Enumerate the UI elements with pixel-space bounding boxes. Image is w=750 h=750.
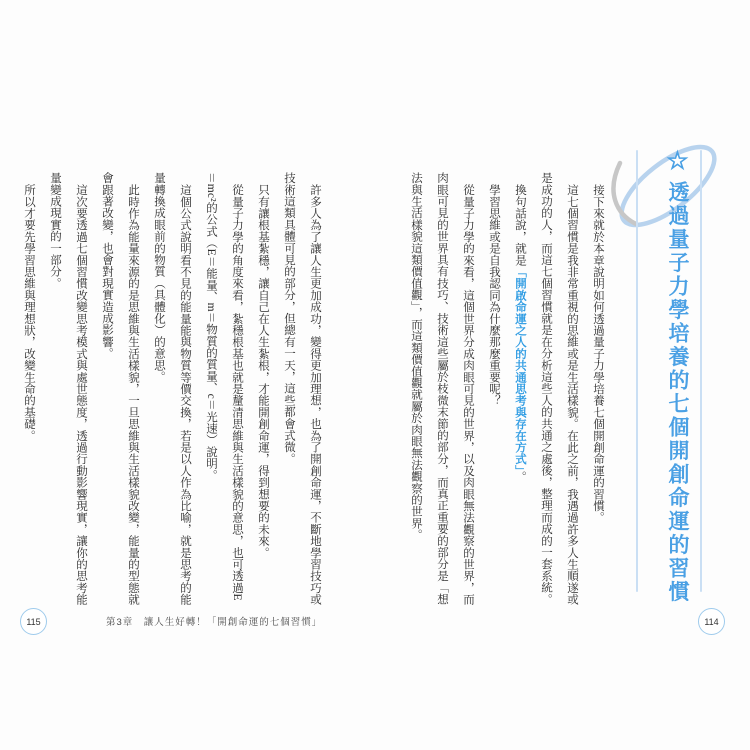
paragraph bbox=[507, 172, 533, 610]
right-page-text bbox=[403, 172, 611, 610]
paragraph: 所以才要先學習思維與理想狀，改變生命的基礎。 bbox=[23, 183, 35, 441]
title-rule-right bbox=[636, 150, 638, 592]
paragraph-prefix: 換句話說，就是 bbox=[514, 183, 526, 266]
paragraph: 接下來就於本章說明如何透過量子力學培養七個開創命運的習慣。 bbox=[592, 183, 604, 523]
star-icon: ☆ bbox=[663, 146, 691, 181]
paragraph: 從量子力學的來看，這個世界分成肉眼可見的世界，以及肉眼無法觀察的世界，而肉眼可見的世界具有技巧、技術這些屬於枝微末節的部分，而真正重要的部分是「想法與生活樣貌這類價值觀」，而這類價值觀就屬於肉眼無法觀察的世界。 bbox=[410, 172, 474, 605]
paragraph: 此時作為能量來源的是思維與生活樣貌，一旦思維與生活樣貌改變，能量的型態就會跟著改變，也會對現實造成影響。 bbox=[101, 172, 139, 605]
paragraph: 這個公式說明看不見的能量能與物質等價交換，若是以人作為比喻，就是思考的能量轉換成眼前的物質（具體化）的意思。 bbox=[153, 172, 191, 605]
footer-chapter-label: 第3章 讓人生好轉！「開創命運的七個習慣」 bbox=[106, 617, 323, 628]
page-number-left: 115 bbox=[20, 608, 47, 635]
chapter-title bbox=[660, 146, 694, 606]
chapter-title-text: 透過量子力學培養的七個開創命運的習慣 bbox=[666, 181, 689, 604]
left-page-text bbox=[16, 172, 328, 610]
paragraph: 從量子力學的角度來看，紮穩根基也就是釐清思維與生活樣貌的意思，也可透過E＝mc²的公式（E＝能量、m＝物質的質量、c＝光速）說明。 bbox=[205, 172, 243, 601]
paragraph: 學習思維或是自我認同為什麼那麼重要呢？ bbox=[488, 183, 500, 406]
paragraph: 這次要透過七個習慣改變思考模式與處世態度，透過行動影響現實，讓你的思考能量變成現實的一部分。 bbox=[49, 172, 87, 605]
paragraph: 這七個習慣是我非常重視的思維或是生活樣貌。在此之前，我遇過許多人生順遂或是成功的人，而這七個習慣就是在分析這些人的共通之處後，整理而成的一套系統。 bbox=[540, 172, 578, 605]
title-rule-left bbox=[700, 150, 702, 592]
paragraph: 只有讓根基紮穩，讓自己在人生紮根，才能開創命運，得到想要的未來。 bbox=[257, 183, 269, 558]
page-number-right: 114 bbox=[698, 608, 725, 635]
paragraph: 許多人為了讓人生更加成功，變得更加理想，也為了開創命運，不斷地學習技巧或技術這類具體可見的部分，但總有一天，這些都會式微。 bbox=[283, 172, 321, 605]
paragraph-suffix: 。 bbox=[514, 470, 526, 482]
emphasis-phrase: 「開啟命運之人的共通思考與存在方式」 bbox=[514, 265, 526, 471]
